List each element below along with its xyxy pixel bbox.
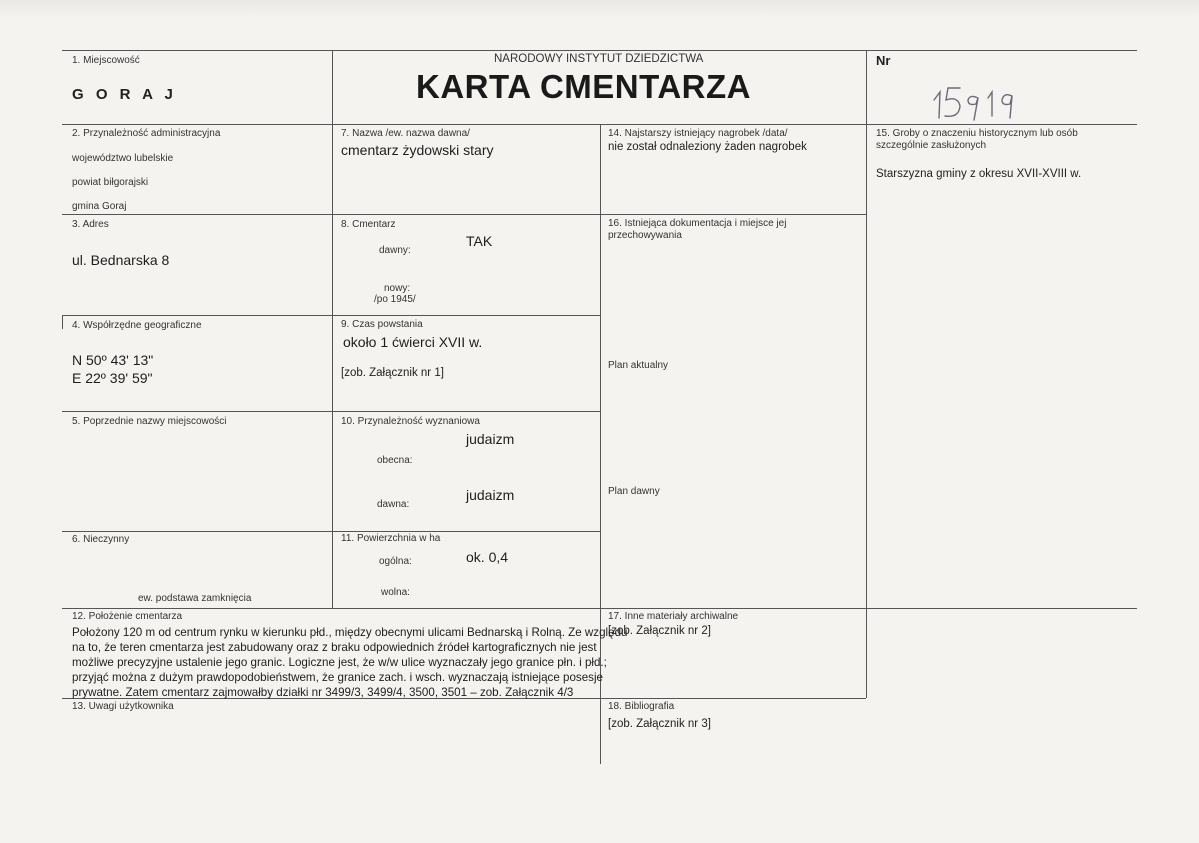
field8-nowy-sub: /po 1945/ bbox=[374, 294, 416, 305]
field5-label: 5. Poprzednie nazwy miejscowości bbox=[72, 416, 227, 427]
field18-label: 18. Bibliografia bbox=[608, 701, 675, 712]
field14-value: nie został odnaleziony żaden nagrobek bbox=[608, 141, 807, 153]
field2-label: 2. Przynależność administracyjna bbox=[72, 128, 221, 139]
field1-value: G O R A J bbox=[72, 86, 177, 103]
field10-dawna-label: dawna: bbox=[377, 499, 410, 510]
field8-dawny-label: dawny: bbox=[379, 245, 411, 256]
field8-dawny-value: TAK bbox=[466, 233, 493, 249]
field11-ogolna-value: ok. 0,4 bbox=[466, 549, 509, 565]
field11-ogolna-label: ogólna: bbox=[379, 556, 412, 567]
field2-powiat: powiat biłgorajski bbox=[72, 177, 149, 188]
field8-nowy-label: nowy: bbox=[384, 283, 411, 294]
field10-obecna-value: judaizm bbox=[466, 431, 515, 447]
field12-line-1: Położony 120 m od centrum rynku w kierunku płd., między obecnymi ulicami Bednarską i Rolną. Ze względu bbox=[72, 626, 628, 639]
field10-obecna-label: obecna: bbox=[377, 455, 413, 466]
field6-sub: ew. podstawa zamknięcia bbox=[138, 593, 252, 604]
field15-label: 15. Groby o znaczeniu historycznym lub osób bbox=[876, 128, 1078, 139]
rule-f10-bottom bbox=[62, 531, 600, 532]
field16-plan-dawny: Plan dawny bbox=[608, 486, 660, 497]
field3-value: ul. Bednarska 8 bbox=[72, 252, 170, 268]
rule-f8-bottom bbox=[62, 315, 600, 316]
field10-label: 10. Przynależność wyznaniowa bbox=[341, 416, 480, 427]
rule-f4-bottom bbox=[62, 411, 600, 412]
field3-label: 3. Adres bbox=[72, 219, 109, 230]
page-title: KARTA CMENTARZA bbox=[416, 68, 752, 105]
field17-label: 17. Inne materiały archiwalne bbox=[608, 611, 739, 622]
field8-label: 8. Cmentarz bbox=[341, 219, 396, 230]
field12-label: 12. Położenie cmentarza bbox=[72, 611, 183, 622]
field9-value: około 1 ćwierci XVII w. bbox=[343, 334, 483, 350]
field15-label-2: szczególnie zasłużonych bbox=[876, 140, 987, 151]
field11-label: 11. Powierzchnia w ha bbox=[341, 533, 441, 544]
scan-top-edge bbox=[0, 0, 1199, 18]
rule-top bbox=[62, 50, 1137, 51]
handwritten-number bbox=[930, 78, 1040, 122]
field9-label: 9. Czas powstania bbox=[341, 319, 423, 330]
field12-line-3: możliwe precyzyjne ustalenie jego granic. Logiczne jest, że w/w ulice wyznaczały jego granice płn. i płd.; bbox=[72, 656, 607, 669]
field7-value: cmentarz żydowski stary bbox=[341, 142, 494, 158]
field2-gmina: gmina Goraj bbox=[72, 201, 127, 212]
rule-f2-bottom bbox=[62, 214, 866, 215]
field7-label: 7. Nazwa /ew. nazwa dawna/ bbox=[341, 128, 470, 139]
field14-label: 14. Najstarszy istniejący nagrobek /data/ bbox=[608, 128, 788, 139]
nr-label: Nr bbox=[876, 53, 891, 68]
rule-f4-left-tick bbox=[62, 315, 63, 329]
field16-label: 16. Istniejąca dokumentacja i miejsce jej bbox=[608, 218, 787, 229]
rule-col3-right bbox=[866, 50, 867, 698]
field4-latitude: N 50º 43' 13" bbox=[72, 352, 154, 368]
field10-dawna-value: judaizm bbox=[466, 487, 515, 503]
field2-wojewodztwo: województwo lubelskie bbox=[72, 153, 174, 164]
field12-line-5: prywatne. Zatem cmentarz zajmowałby działki nr 3499/3, 3499/4, 3500, 3501 – zob. Załącznik 4/3 bbox=[72, 686, 574, 699]
field15-value: Starszyzna gminy z okresu XVII-XVIII w. bbox=[876, 168, 1082, 180]
institute-name: NARODOWY INSTYTUT DZIEDZICTWA bbox=[494, 53, 704, 65]
field13-label: 13. Uwagi użytkownika bbox=[72, 701, 174, 712]
field9-ref: [zob. Załącznik nr 1] bbox=[341, 367, 444, 379]
field4-longitude: E 22º 39' 59" bbox=[72, 370, 153, 386]
field18-value: [zob. Załącznik nr 3] bbox=[608, 718, 711, 730]
field12-line-4: przyjąć można z dużym prawdopodobieństwem, że granice zach. i wsch. wyznaczają istniejące posesje bbox=[72, 671, 603, 684]
field6-label: 6. Nieczynny bbox=[72, 534, 130, 545]
field17-value: [zob. Załącznik nr 2] bbox=[608, 625, 711, 637]
field11-wolna-label: wolna: bbox=[381, 587, 410, 598]
rule-col1-right bbox=[332, 50, 333, 608]
field16-plan-aktualny: Plan aktualny bbox=[608, 360, 669, 371]
field12-line-2: na to, że teren cmentarza jest zabudowany oraz z braku odpowiednich źródeł kartograficznych nie jest bbox=[72, 641, 597, 654]
field16-label-2: przechowywania bbox=[608, 230, 682, 241]
field4-label: 4. Współrzędne geograficzne bbox=[72, 320, 202, 331]
field1-label: 1. Miejscowość bbox=[72, 55, 140, 66]
